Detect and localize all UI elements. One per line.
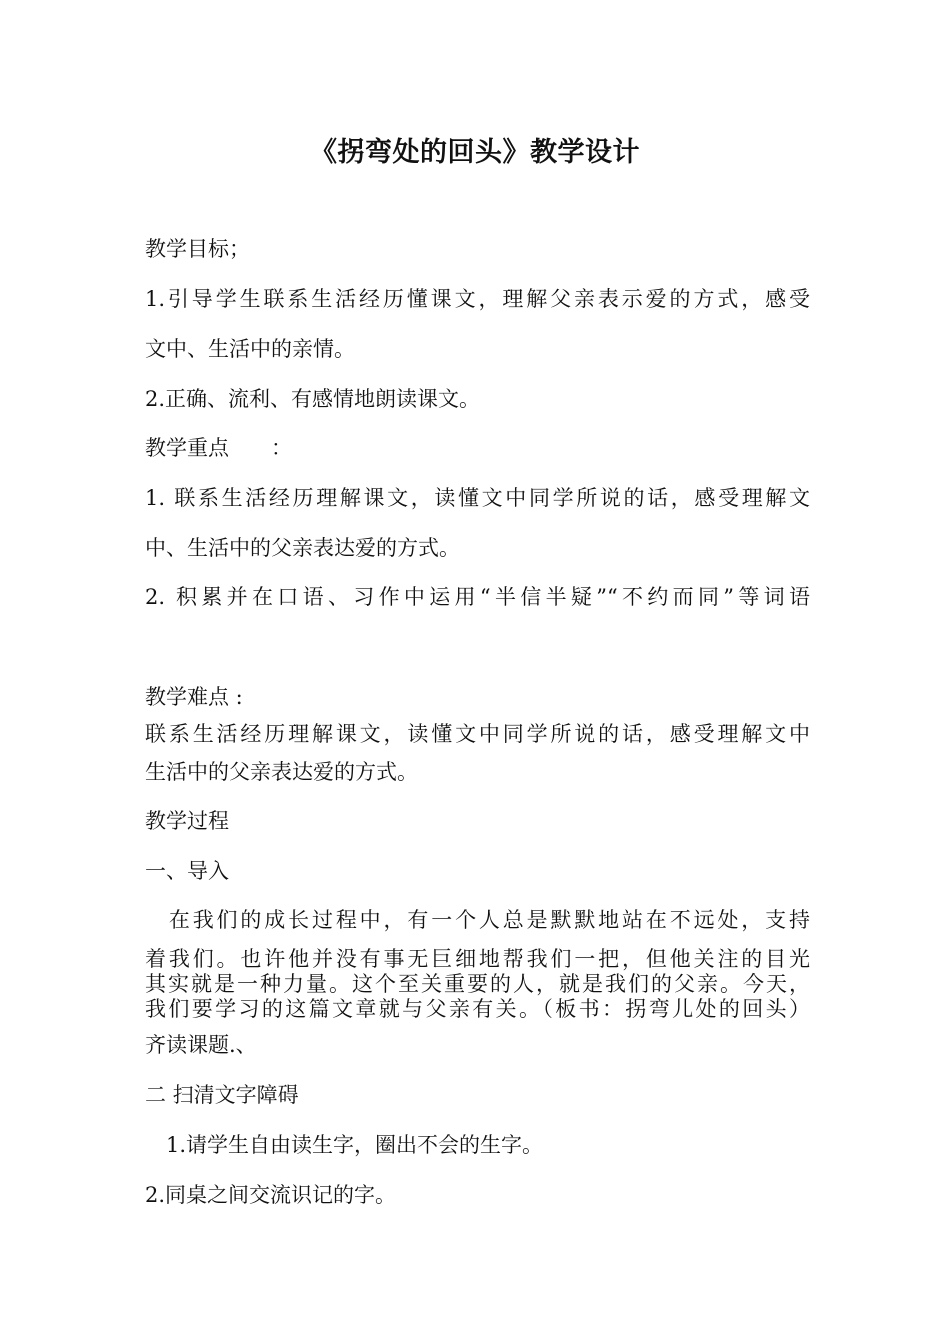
difficulty-line-2: 生活中的父亲表达爱的方式。 (145, 760, 418, 784)
process-heading: 教学过程 (145, 809, 229, 833)
key-point-1-line-2: 中、生活中的父亲表达爱的方式。 (145, 536, 460, 560)
difficulty-line-1: 联系生活经历理解课文，读懂文中同学所说的话，感受理解文中 (145, 722, 810, 746)
key-points-heading: 教学重点 ： (145, 436, 292, 460)
section-1-heading: 一、导入 (145, 859, 229, 883)
intro-line-4: 我们要学习的这篇文章就与父亲有关。（板书：拐弯儿处的回头） (145, 997, 810, 1021)
objective-1-line-1: 1.引导学生联系生活经历懂课文，理解父亲表示爱的方式，感受 (145, 287, 810, 311)
objective-1-line-2: 文中、生活中的亲情。 (145, 337, 355, 361)
intro-line-5: 齐读课题.、 (145, 1033, 257, 1057)
key-point-2: 2. 积累并在口语、习作中运用“半信半疑”“不约而同”等词语 (145, 585, 810, 609)
step-2: 2.同桌之间交流识记的字。 (145, 1183, 397, 1207)
section-2-heading: 二 扫清文字障碍 (145, 1083, 299, 1107)
intro-line-2: 着我们。也许他并没有事无巨细地帮我们一把，但他关注的目光 (145, 947, 810, 971)
intro-line-3: 其实就是一种力量。这个至关重要的人，就是我们的父亲。今天， (145, 972, 810, 996)
objective-2: 2.正确、流利、有感情地朗读课文。 (145, 387, 481, 411)
step-1: 1.请学生自由读生字，圈出不会的生字。 (145, 1133, 544, 1157)
objectives-heading: 教学目标； (145, 237, 250, 261)
document-title: 《拐弯处的回头》教学设计 (310, 137, 640, 168)
intro-line-1: 在我们的成长过程中，有一个人总是默默地站在不远处，支持 (145, 908, 810, 932)
difficulties-heading: 教学难点 : (145, 685, 243, 709)
key-point-1-line-1: 1. 联系生活经历理解课文，读懂文中同学所说的话，感受理解文 (145, 486, 810, 510)
